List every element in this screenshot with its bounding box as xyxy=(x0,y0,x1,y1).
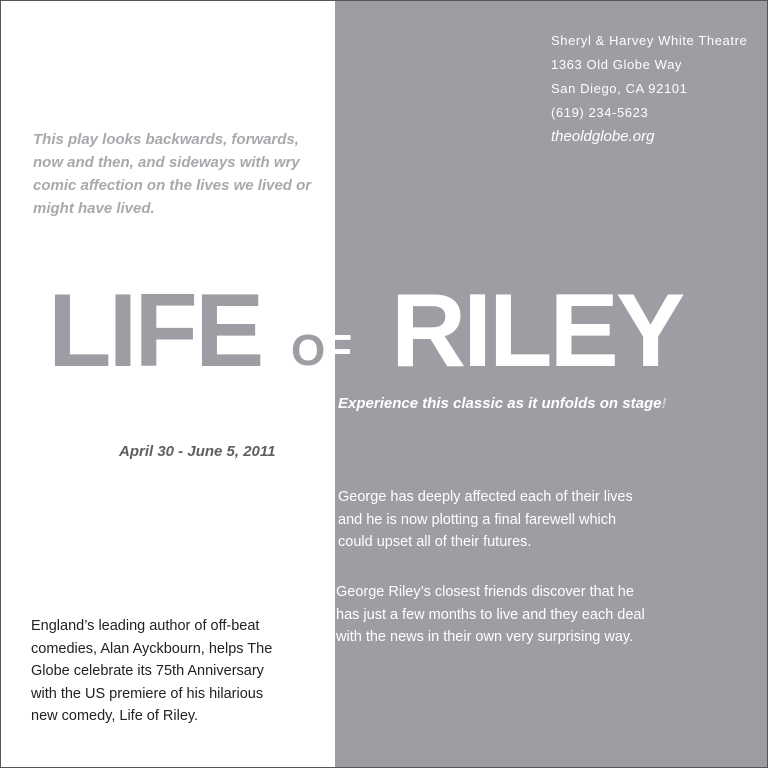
venue-website-link[interactable]: theoldglobe.org xyxy=(551,128,655,145)
venue-city: San Diego, CA 92101 xyxy=(551,81,688,96)
show-dates: April 30 - June 5, 2011 xyxy=(119,443,276,460)
synopsis-2-line: has just a few months to live and they each deal xyxy=(336,606,645,623)
experience-line xyxy=(338,395,666,412)
title-of-f: F xyxy=(325,326,353,375)
author-line: new comedy, Life of Riley. xyxy=(31,708,199,724)
synopsis-1-line: George has deeply affected each of their lives xyxy=(338,489,633,505)
title-of xyxy=(291,326,353,375)
synopsis-paragraph-2 xyxy=(336,581,645,649)
experience-punct: ! xyxy=(661,395,667,412)
title-of-o: O xyxy=(291,326,326,375)
synopsis-2-line: George Riley’s closest friends discover that he xyxy=(336,584,634,600)
synopsis-paragraph-1 xyxy=(338,486,633,554)
venue-street: 1363 Old Globe Way xyxy=(551,57,682,72)
title-riley: RILEY xyxy=(391,273,683,389)
author-line: comedies, Alan Ayckbourn, helps The xyxy=(31,640,273,657)
synopsis-1-line: and he is now plotting a final farewell which xyxy=(338,511,617,528)
venue-name: Sheryl & Harvey White Theatre xyxy=(551,33,748,48)
author-line: with the US premiere of his hilarious xyxy=(31,685,264,702)
venue-phone: (619) 234-5623 xyxy=(551,105,649,120)
author-line: Globe celebrate its 75th Anniversary xyxy=(31,663,264,679)
synopsis-2-line: with the news in their own very surprising way. xyxy=(336,629,634,645)
synopsis-1-line: could upset all of their futures. xyxy=(338,534,532,550)
venue-info xyxy=(551,29,747,149)
title-life: LIFE xyxy=(48,273,262,389)
author-paragraph xyxy=(31,615,272,728)
experience-text: Experience this classic as it unfolds on stage xyxy=(338,395,662,412)
author-line: England’s leading author of off-beat xyxy=(31,618,260,634)
tagline: This play looks backwards, forwards, now and then, and sideways with wry comic affection on the lives we lived or might have lived. xyxy=(33,131,312,217)
